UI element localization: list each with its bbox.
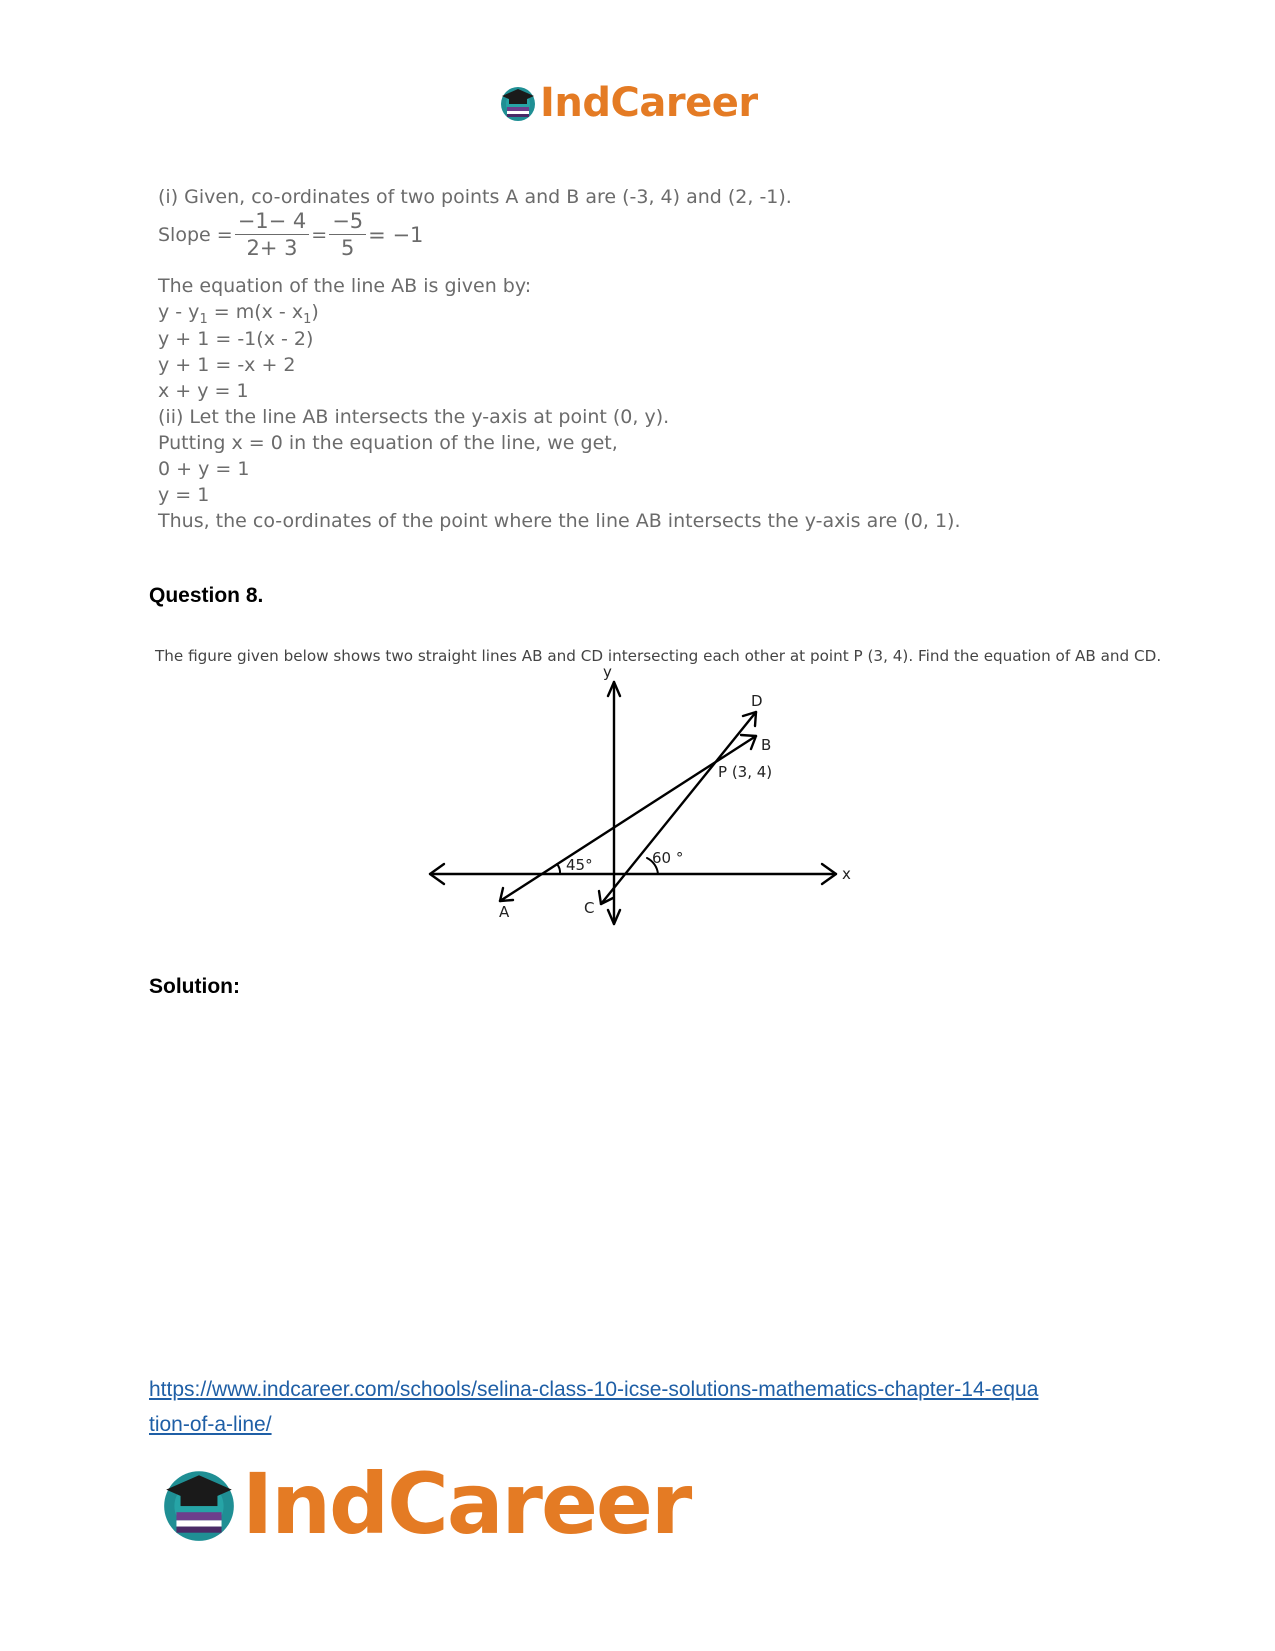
- label-d: D: [751, 692, 763, 710]
- label-x: x: [842, 865, 851, 883]
- slope-fraction-2: [329, 208, 366, 261]
- brand-name-large: IndCareer: [242, 1455, 691, 1553]
- fraction-1-denominator: 2+ 3: [246, 236, 298, 260]
- step-4: 0 + y = 1: [158, 458, 250, 480]
- question-heading: Question 8.: [149, 584, 264, 607]
- angle-arc-60: [647, 858, 658, 874]
- line-cd: [601, 712, 756, 904]
- label-a: A: [499, 903, 510, 921]
- slope-result: = −1: [368, 222, 424, 247]
- angle-arc-45: [557, 864, 560, 874]
- equals-sign: =: [311, 223, 328, 246]
- brand-logo-top: [498, 80, 758, 126]
- x-axis-arrow-left: [430, 864, 444, 884]
- step-3: x + y = 1: [158, 380, 249, 402]
- line-ab-arrow-a: [500, 888, 513, 901]
- x-axis-arrow-right: [822, 864, 836, 884]
- slope-label: Slope =: [158, 223, 233, 246]
- graduation-cap-icon: [498, 83, 538, 123]
- given-line: (i) Given, co-ordinates of two points A and B are (-3, 4) and (2, -1).: [158, 186, 792, 208]
- putting-line: Putting x = 0 in the equation of the line, we get,: [158, 432, 618, 454]
- line-intro: The equation of the line AB is given by:: [158, 275, 532, 297]
- question-text: The figure given below shows two straight lines AB and CD intersecting each other at point P (3, 4). Find the equation of AB and CD.: [155, 647, 1162, 665]
- conclusion-line: Thus, the co-ordinates of the point where the line AB intersects the y-axis are (0, 1).: [158, 510, 961, 532]
- line-ab-arrow-b: [741, 735, 756, 749]
- brand-name: IndCareer: [540, 80, 758, 126]
- fraction-2-denominator: 5: [341, 236, 355, 260]
- angle-label-45: 45°: [566, 856, 593, 874]
- source-link-line-2[interactable]: tion-of-a-line/: [149, 1413, 272, 1436]
- solution-heading: Solution:: [149, 975, 240, 998]
- step-5: y = 1: [158, 484, 210, 506]
- fraction-1-numerator: −1− 4: [235, 208, 310, 235]
- y-axis-arrow-bottom: [608, 910, 620, 924]
- label-b: B: [761, 736, 772, 754]
- line-ab: [500, 736, 756, 901]
- source-link-line-1[interactable]: https://www.indcareer.com/schools/selina-class-10-icse-solutions-mathematics-chapter-14-equa: [149, 1378, 1039, 1401]
- source-link[interactable]: [149, 1372, 1149, 1442]
- line-cd-arrow-c: [599, 891, 613, 904]
- label-p: P (3, 4): [718, 763, 773, 781]
- y-axis-arrow-top: [608, 682, 620, 696]
- step-2: y + 1 = -x + 2: [158, 354, 296, 376]
- label-c: C: [584, 899, 595, 917]
- slope-equation: [158, 208, 423, 261]
- graduation-cap-icon: [158, 1463, 240, 1545]
- brand-logo-bottom: [158, 1455, 691, 1553]
- point-slope-form: $y - y_1 = m(x - x_1)$: [158, 301, 319, 327]
- part-2-line: (ii) Let the line AB intersects the y-axis at point (0, y).: [158, 406, 670, 428]
- line-cd-arrow-d: [743, 712, 756, 726]
- slope-fraction-1: [235, 208, 310, 261]
- label-y: y: [603, 663, 612, 681]
- fraction-2-numerator: −5: [329, 208, 366, 235]
- angle-label-60: 60 °: [652, 849, 684, 867]
- step-1: y + 1 = -1(x - 2): [158, 328, 314, 350]
